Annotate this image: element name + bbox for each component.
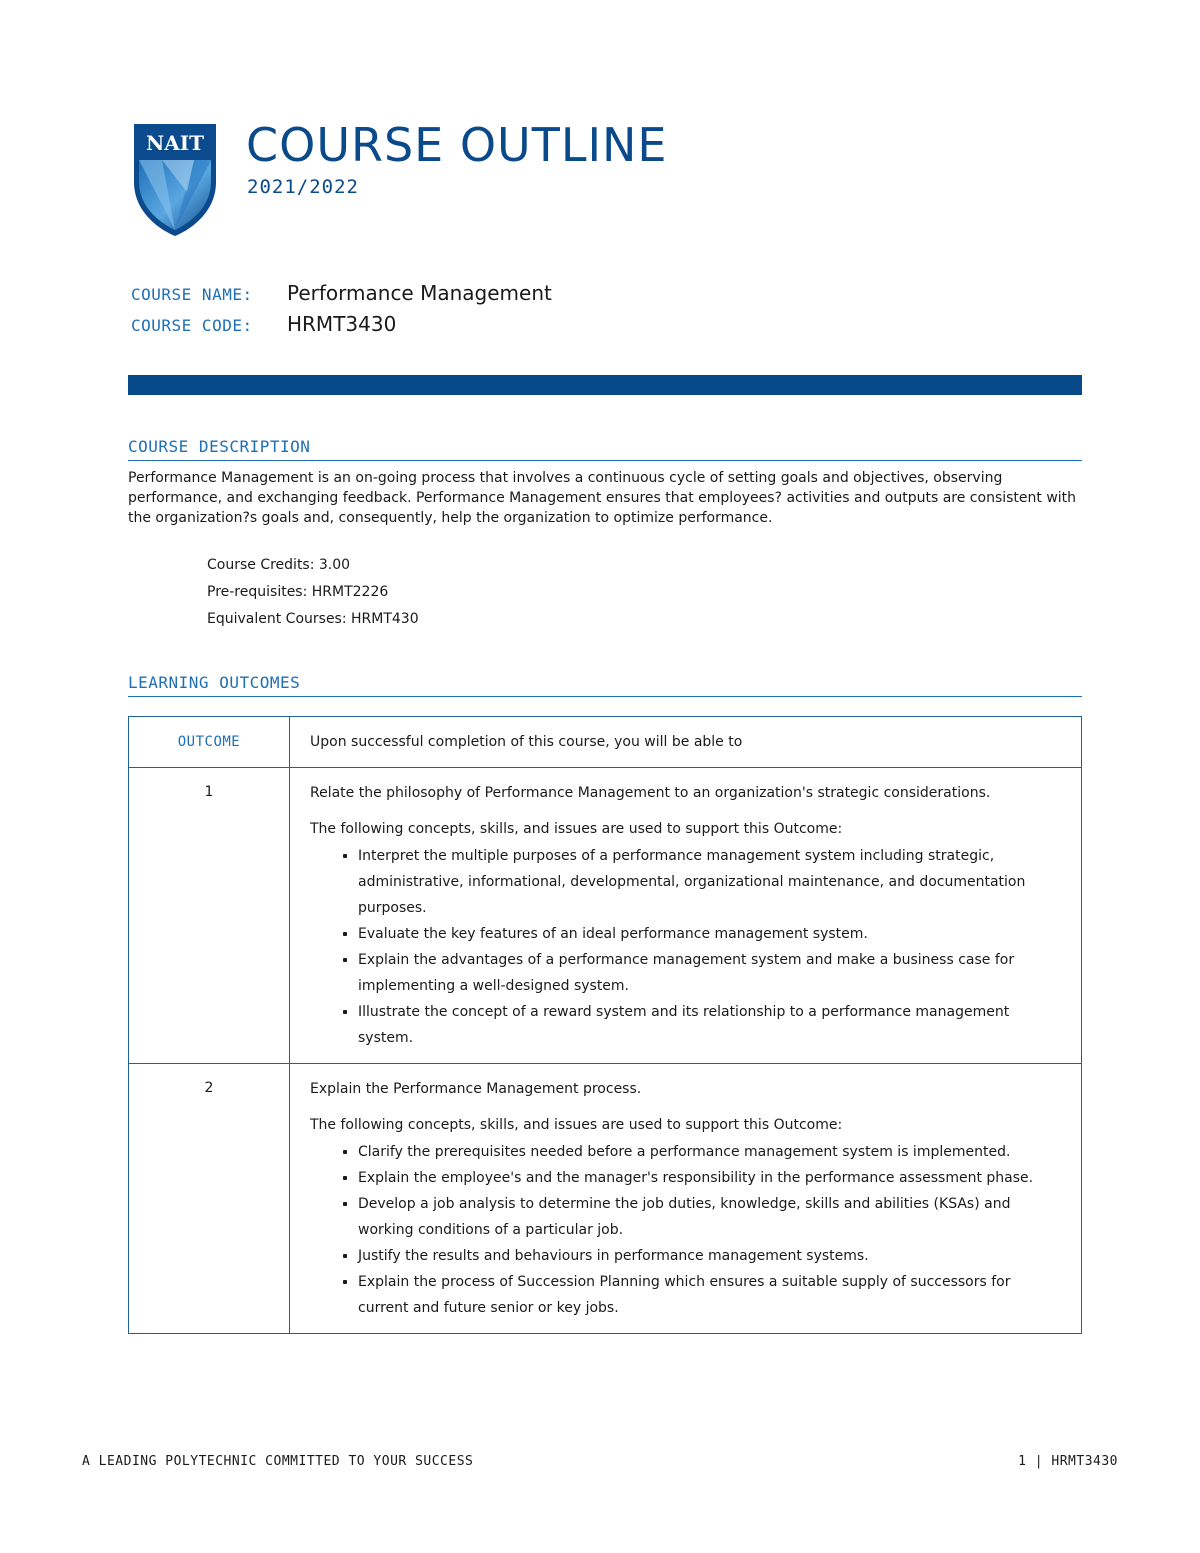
outcome-intro: The following concepts, skills, and issues are used to support this Outcome: — [310, 821, 843, 837]
course-code-row — [131, 312, 396, 336]
course-credits: Course Credits: 3.00 — [207, 557, 351, 573]
outcome-number: 2 — [129, 1064, 290, 1334]
outcome-number: 1 — [129, 768, 290, 1064]
list-item: Evaluate the key features of an ideal performance management system. — [358, 921, 1061, 947]
table-row — [129, 1064, 1082, 1334]
footer-tagline: A LEADING POLYTECHNIC COMMITTED TO YOUR SUCCESS — [82, 1454, 474, 1469]
course-description-heading: COURSE DESCRIPTION — [128, 437, 1082, 461]
logo-text: NAIT — [145, 131, 205, 155]
course-prerequisites: Pre-requisites: HRMT2226 — [207, 584, 389, 600]
table-header-row — [129, 717, 1082, 768]
list-item: Explain the employee's and the manager's responsibility in the performance assessment phase. — [358, 1165, 1061, 1191]
outcome-statement: Explain the Performance Management process. — [310, 1081, 642, 1097]
course-name-label: COURSE NAME: — [131, 285, 253, 304]
course-code-value: HRMT3430 — [287, 312, 397, 336]
table-row — [129, 768, 1082, 1064]
course-code-label: COURSE CODE: — [131, 316, 253, 335]
outcome-column-header: OUTCOME — [129, 717, 290, 768]
list-item: Justify the results and behaviours in performance management systems. — [358, 1243, 1061, 1269]
academic-year: 2021/2022 — [247, 176, 359, 198]
header-divider-bar — [128, 375, 1082, 395]
list-item: Clarify the prerequisites needed before a performance management system is implemented. — [358, 1139, 1061, 1165]
list-item: Illustrate the concept of a reward system and its relationship to a performance management system. — [358, 999, 1061, 1051]
course-name-value: Performance Management — [287, 281, 552, 305]
list-item: Explain the advantages of a performance management system and make a business case for implementing a well-designed system. — [358, 947, 1061, 999]
learning-outcomes-table — [128, 716, 1082, 1334]
outcome-statement: Relate the philosophy of Performance Management to an organization's strategic considerations. — [310, 785, 991, 801]
outcome-content — [290, 768, 1082, 1064]
statement-column-header: Upon successful completion of this course, you will be able to — [290, 717, 1082, 768]
list-item: Explain the process of Succession Planning which ensures a suitable supply of successors for current and future senior or key jobs. — [358, 1269, 1061, 1321]
learning-outcomes-heading: LEARNING OUTCOMES — [128, 673, 1082, 697]
footer-page-info: 1 | HRMT3430 — [1018, 1454, 1118, 1469]
equivalent-courses: Equivalent Courses: HRMT430 — [207, 611, 419, 627]
outcome-content — [290, 1064, 1082, 1334]
outcome-bullet-list — [310, 1139, 1061, 1321]
nait-logo — [132, 122, 218, 238]
course-name-row — [131, 281, 552, 305]
outcome-bullet-list — [310, 843, 1061, 1051]
course-description-text: Performance Management is an on-going process that involves a continuous cycle of setting goals and objectives, observing performance, and exchanging feedback. Performance Management ensures that employees? activities and outputs are consistent with the organization?s goals and, consequently, help the organization to optimize performance. — [128, 470, 1077, 526]
list-item: Develop a job analysis to determine the job duties, knowledge, skills and abilities (KSAs) and working conditions of a particular job. — [358, 1191, 1061, 1243]
page-title: COURSE OUTLINE — [246, 118, 668, 172]
course-facts — [207, 555, 419, 636]
outcome-intro: The following concepts, skills, and issues are used to support this Outcome: — [310, 1117, 843, 1133]
list-item: Interpret the multiple purposes of a performance management system including strategic, administrative, informational, developmental, organizational maintenance, and documentation purposes. — [358, 843, 1061, 921]
